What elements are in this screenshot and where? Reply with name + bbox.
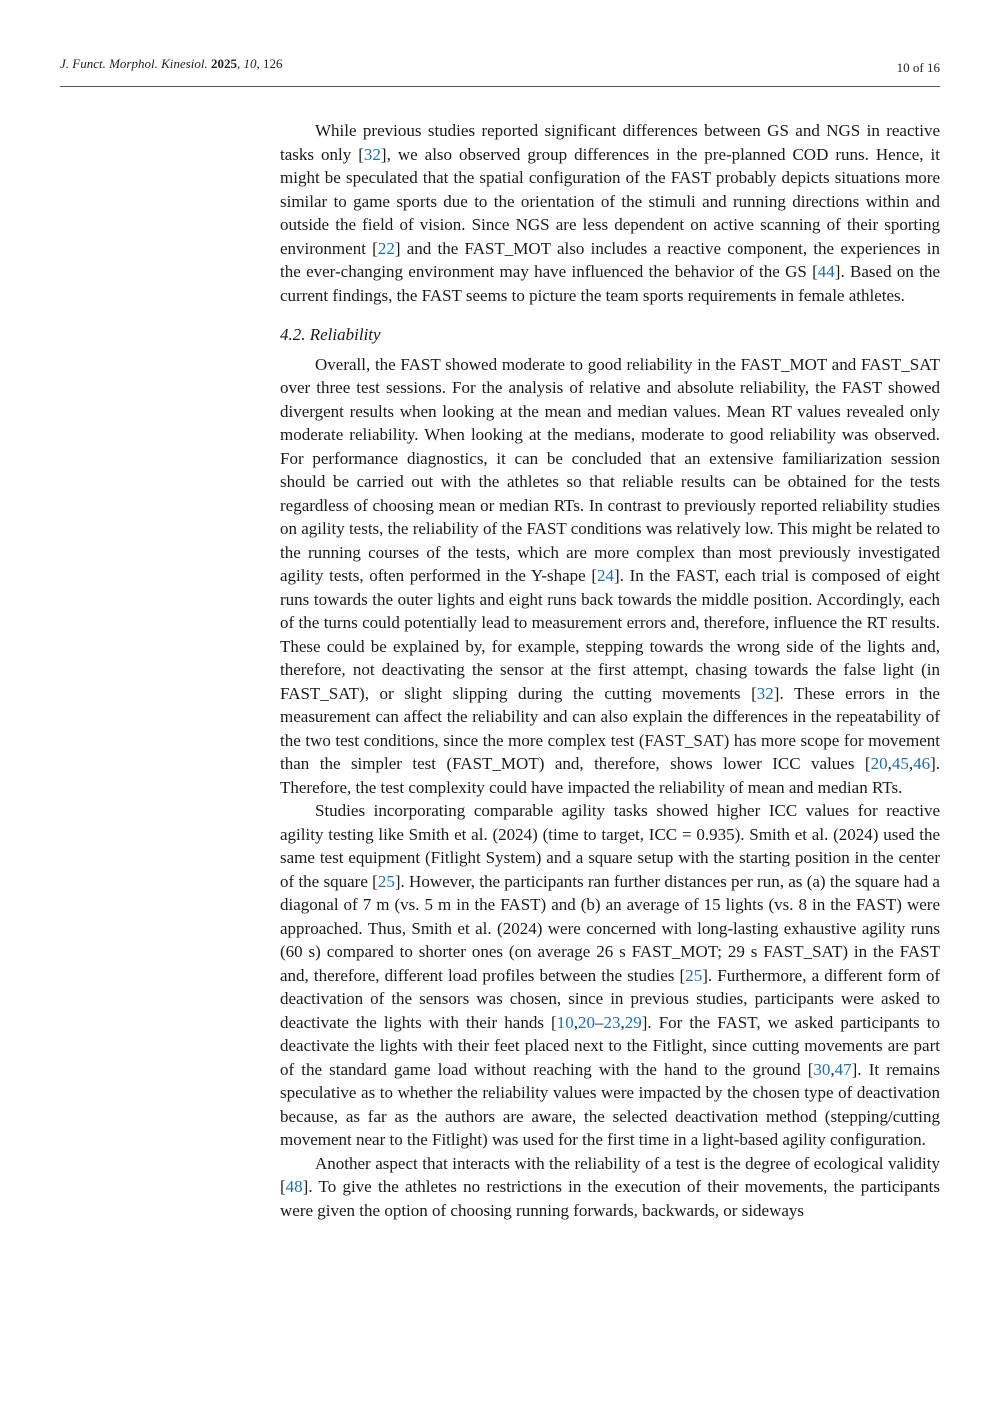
citation-link[interactable]: 48 bbox=[285, 1177, 303, 1196]
paragraph-reliability-overview: Overall, the FAST showed moderate to good reliability in the FAST_MOT and FAST_SAT over three test sessions. For the analysis of relative and absolute reliability, the FAST showed divergent results when looking at the mean and median values. Mean RT values revealed only moderate reliability. When looking at the medians, moderate to good reliability was observed. For performance diagnostics, it can be concluded that an extensive familiarization session should be carried out with the athletes so that reliable results can be obtained for the tests regardless of choosing mean or median RTs. In contrast to previously reported reliability studies on agility tests, the reliability of the FAST conditions was relatively low. This might be related to the running courses of the tests, which are more complex than most previously investigated agility tests, often performed in the Y-shape [24]. In the FAST, each trial is composed of eight runs towards the outer lights and eight runs back towards the middle position. Accordingly, each of the turns could potentially lead to measurement errors and, therefore, influence the RT results. These could be explained by, for example, stepping towards the wrong side of the lights and, therefore, not deactivating the sensor at the first attempt, chasing towards the false light (in FAST_SAT), or slight slipping during the cutting movements [32]. These errors in the measurement can affect the reliability and can also explain the differences in the repeatability of the two test conditions, since the more complex test (FAST_SAT) has more scope for movement than the simpler test (FAST_MOT) and, therefore, shows lower ICC values [20,45,46]. Therefore, the test complexity could have impacted the reliability of mean and median RTs. bbox=[280, 354, 940, 797]
citation-link[interactable]: 32 bbox=[363, 144, 381, 164]
citation-link[interactable]: 10 bbox=[556, 1012, 574, 1032]
journal-name: J. Funct. Morphol. Kinesiol. bbox=[60, 56, 208, 71]
citation-link[interactable]: 45 bbox=[891, 754, 909, 773]
header-divider bbox=[60, 86, 940, 87]
citation-link[interactable]: 20 bbox=[870, 754, 888, 773]
citation-link[interactable]: 30 bbox=[813, 1059, 831, 1079]
citation-link[interactable]: 32 bbox=[756, 683, 774, 703]
main-text bbox=[280, 119, 940, 1222]
paragraph-comparable-studies: Studies incorporating comparable agility tasks showed higher ICC values for reactive agility testing like Smith et al. (2024) (time to target, ICC = 0.935). Smith et al. (2024) used the same test equipment (Fitlight System) and a square setup with the starting position in the center of the square [25]. However, the participants ran further distances per run, as (a) the square had a diagonal of 7 m (vs. 5 m in the FAST) and (b) an average of 15 lights (vs. 8 in the FAST) were approached. Thus, Smith et al. (2024) were concerned with long-lasting exhaustive agility runs (60 s) compared to shorter ones (on average 26 s FAST_MOT; 29 s FAST_SAT) in the FAST and, therefore, different load profiles between the studies [25]. Furthermore, a different form of deactivation of the sensors was chosen, since in previous studies, participants were asked to deactivate the lights with their hands [10,20–23,29]. For the FAST, we asked participants to deactivate the lights with their feet placed next to the Fitlight, since cutting movements are part of the standard game load without reaching with the hand to the ground [30,47]. It remains speculative as to whether the reliability values were impacted by the chosen type of deactivation because, as far as the authors are aware, the selected deactivation method (stepping/cutting movement near to the Fitlight) was used for the first time in a light-based agility configuration. bbox=[280, 801, 941, 1149]
citation-link[interactable]: 20 bbox=[577, 1012, 595, 1032]
paragraph-group-differences: While previous studies reported significant differences between GS and NGS in reactive tasks only [32], we also observed group differences in the pre-planned COD runs. Hence, it might be speculated that the spatial configuration of the FAST probably depicts situations more similar to game sports due to the orientation of the stimuli and running directions within and outside the field of vision. Since NGS are less dependent on active scanning of their sporting environment [22] and the FAST_MOT also includes a reactive component, the experiences in the ever-changing environment may have influenced the behavior of the GS [44]. Based on the current findings, the FAST seems to picture the team sports requirements in female athletes. bbox=[280, 121, 941, 305]
citation-link[interactable]: 22 bbox=[377, 238, 395, 258]
paragraph-ecological-validity: Another aspect that interacts with the reliability of a test is the degree of ecological validity [48]. To give the athletes no restrictions in the execution of their movements, the participants were given the option of choosing running forwards, backwards, or sideways bbox=[280, 1153, 940, 1220]
article-number: 126 bbox=[262, 56, 283, 71]
journal-volume: 10 bbox=[243, 56, 257, 71]
journal-citation: J. Funct. Morphol. Kinesiol. 2025, 10, 126 bbox=[60, 56, 283, 71]
citation-link[interactable]: 23 bbox=[603, 1012, 621, 1032]
page-number: 10 of 16 bbox=[896, 60, 940, 75]
section-heading: 4.2. Reliability bbox=[280, 325, 381, 344]
citation-link[interactable]: 29 bbox=[624, 1012, 642, 1032]
citation-link[interactable]: 44 bbox=[817, 262, 835, 281]
journal-year: 2025 bbox=[210, 56, 237, 71]
citation-link[interactable]: 46 bbox=[913, 754, 931, 773]
citation-link[interactable]: 25 bbox=[685, 965, 703, 985]
citation-link[interactable]: 24 bbox=[597, 566, 615, 585]
citation-link[interactable]: 25 bbox=[377, 871, 395, 891]
citation-link[interactable]: 47 bbox=[834, 1059, 852, 1079]
